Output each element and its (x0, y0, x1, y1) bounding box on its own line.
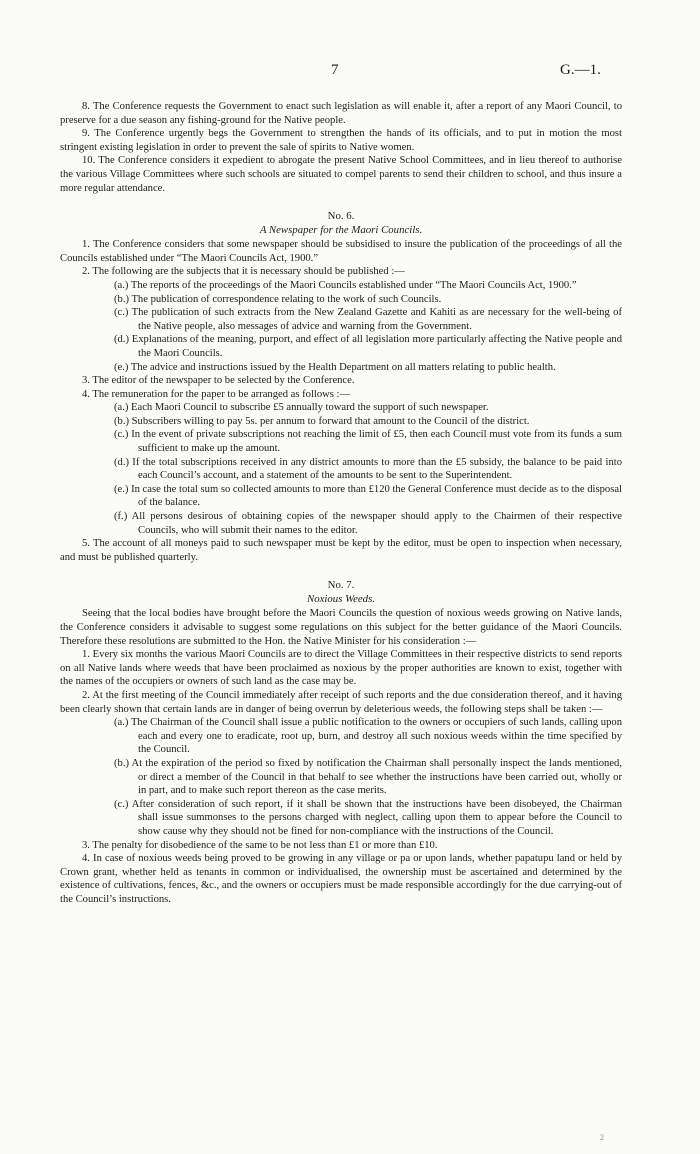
s6-paragraph-4: 4. The remuneration for the paper to be arranged as follows :— (82, 388, 351, 400)
s7-paragraph-3: 3. The penalty for disobedience of the same to be not less than £1 or more than £10. (82, 839, 438, 851)
page-number: 7 (331, 62, 339, 78)
paragraph-8: 8. The Conference requests the Government to enact such legislation as will enable it, after a report of any Maori Council, to preserve for a due season any fishing-ground for the Native people. (60, 101, 622, 126)
s6-item-e: (e.) The advice and instructions issued by the Health Department on all matters relating to public health. (114, 361, 556, 373)
s7-paragraph-4: 4. In case of noxious weeds being proved to be growing in any village or pa or upon lands, whether papatupu land or held by Crown grant, whether held as tenants in common or individualised, the ownership must be ascertained and determined by the existence of cultivations, fences, &c., and the owners or occupiers must be made responsible accordingly for the due carrying-out of the Council’s instructions. (60, 853, 622, 905)
s7-intro: Seeing that the local bodies have brought before the Maori Councils the question of noxious weeds growing on Native lands, the Conference considers it advisable to suggest some regulations on this subject for the better guidance of the Maori Councils. Therefore these resolutions are submitted to the Hon. the Native Minister for his consideration :— (60, 608, 622, 647)
footer-mark: 2 (600, 1133, 604, 1142)
document-reference: G.—1. (560, 62, 601, 78)
s6-remun-item-e: (e.) In case the total sum so collected amounts to more than £120 the General Conference must decide as to the disposal of the balance. (114, 483, 622, 509)
s7-paragraph-2: 2. At the first meeting of the Council immediately after receipt of such reports and the due consideration thereof, and it having been clearly shown that certain lands are in danger of being overrun by deleterious weeds, the following steps shall be taken :— (60, 689, 622, 715)
s6-item-c: (c.) The publication of such extracts from the New Zealand Gazette and Kahiti as are necessary for the well-being of the Native people, also messages of advice and warning from the Government. (114, 307, 622, 332)
section-6-title: A Newspaper for the Maori Councils. (259, 224, 423, 237)
s6-paragraph-3: 3. The editor of the newspaper to be selected by the Conference. (82, 375, 355, 387)
s6-remun-item-f: (f.) All persons desirous of obtaining copies of the newspaper should apply to the Chairmen of their respective Councils, who will submit their names to the editor. (114, 511, 622, 536)
paragraph-10: 10. The Conference considers it expedient to abrogate the present Native School Committees, and in lieu thereof to authorise the various Village Committees where such schools are situated to compel parents to send their children to school, and thus insure a more regular attendance. (60, 155, 622, 194)
document-body (60, 58, 622, 906)
s6-paragraph-1: 1. The Conference considers that some newspaper should be subsidised to insure the publication of the proceedings of all the Councils established under “The Maori Councils Act, 1900.” (60, 239, 622, 264)
s6-paragraph-5: 5. The account of all moneys paid to such newspaper must be kept by the editor, must be open to inspection when necessary, and must be published quarterly. (60, 538, 622, 563)
s6-remun-item-d: (d.) If the total subscriptions received in any district amounts to more than the £5 subsidy, the balance to be paid into each Council’s account, and a statement of the amounts to be sent to the Superintendent. (114, 456, 622, 482)
s6-item-b: (b.) The publication of correspondence relating to the work of such Councils. (114, 293, 442, 305)
s7-item-a: (a.) The Chairman of the Council shall issue a public notification to the owners or occupiers of such lands, calling upon each and every one to eradicate, root up, burn, and destroy all such noxious weeds within the time specified by the Council. (114, 717, 622, 756)
section-6-number: No. 6. (327, 210, 355, 223)
s6-remun-item-b: (b.) Subscribers willing to pay 5s. per annum to forward that amount to the Council of the district. (114, 415, 530, 427)
paragraph-9: 9. The Conference urgently begs the Government to strengthen the hands of its officials, and to put in motion the most stringent existing legislation in order to prevent the sale of spirits to Native women. (60, 128, 622, 153)
s6-paragraph-2: 2. The following are the subjects that it is necessary should be published :— (82, 266, 405, 278)
s6-remun-item-c: (c.) In the event of private subscriptions not reaching the limit of £5, then each Council must vote from its funds a sum sufficient to make up the amount. (114, 429, 622, 455)
s6-remun-item-a: (a.) Each Maori Council to subscribe £5 annually toward the support of such newspaper. (114, 402, 489, 414)
s6-item-a: (a.) The reports of the proceedings of the Maori Councils established under “The Maori Councils Act, 1900.” (114, 279, 577, 291)
s6-item-d: (d.) Explanations of the meaning, purport, and effect of all legislation more particularly affecting the Native people and the Maori Councils. (114, 334, 622, 359)
s7-item-b: (b.) At the expiration of the period so fixed by notification the Chairman shall personally inspect the lands mentioned, or direct a member of the Council in that behalf to see whether the instructions have been carried out, wholly or in part, and to make such report thereon as the case merits. (114, 757, 622, 797)
s7-paragraph-1: 1. Every six months the various Maori Councils are to direct the Village Committees in their respective districts to send reports on all Native lands where weeds that have been proclaimed as noxious by the proper authorities are known to exist, together with the names of the occupiers or owners of such land as the case may be. (60, 649, 622, 688)
s7-item-c: (c.) After consideration of such report, if it shall be shown that the instructions have been disobeyed, the Chairman shall issue summonses to the persons charged with neglect, calling upon them to appear before the Council to show cause why they should not be fined for non-compliance with the instructions of the Council. (114, 798, 622, 837)
section-7-number: No. 7. (327, 579, 355, 592)
section-7-title: Noxious Weeds. (307, 593, 375, 606)
